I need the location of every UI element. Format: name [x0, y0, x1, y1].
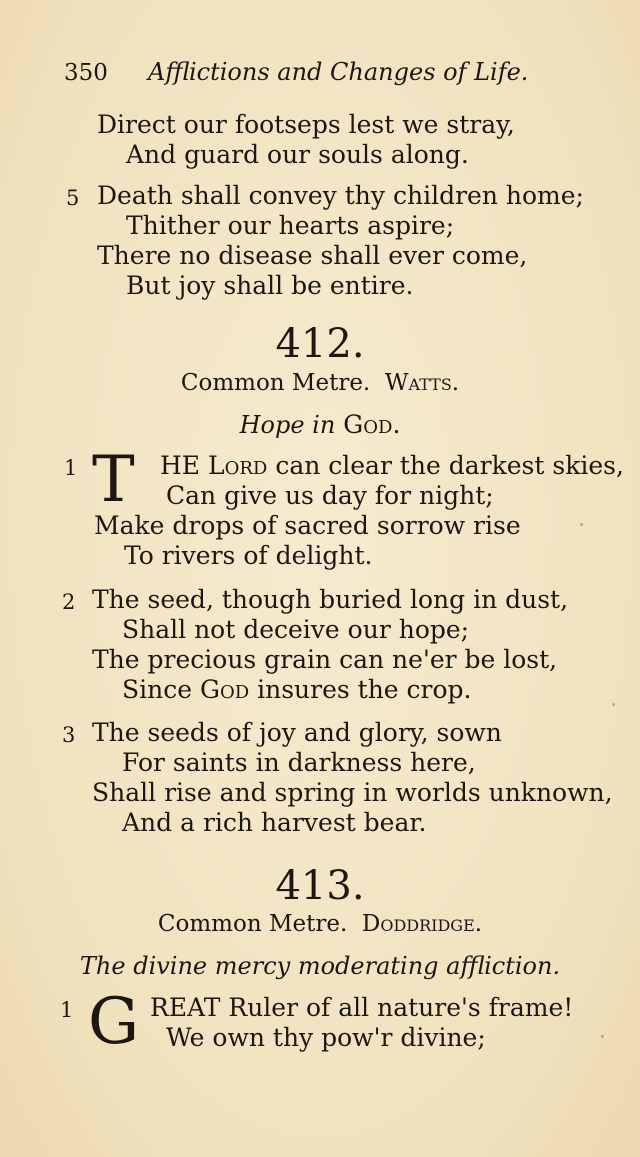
drop-cap: T [92, 443, 135, 517]
verse-line: And a rich harvest bear. [122, 808, 427, 837]
verse-line: Shall not deceive our hope; [122, 615, 470, 644]
verse-line: The seeds of joy and glory, sown [92, 718, 502, 747]
meter: Common Metre. [180, 370, 371, 396]
author: Watts. [384, 370, 460, 396]
verse-line: Thither our hearts aspire; [126, 211, 455, 240]
verse-line: The precious grain can ne'er be lost, [92, 645, 558, 674]
verse-line [122, 675, 472, 705]
hymn-subject: The divine mercy moderating affliction. [79, 952, 561, 980]
hymn-meter-line [0, 368, 640, 398]
stanza-number: 3 [62, 723, 76, 747]
page-number: 350 [64, 60, 108, 86]
verse-line: But joy shall be entire. [126, 271, 414, 300]
verse-text: insures the crop. [257, 675, 472, 704]
paper-speck [580, 523, 583, 526]
author: Doddridge. [361, 911, 483, 937]
meter: Common Metre. [157, 911, 348, 937]
verse-line: Can give us day for night; [166, 481, 494, 510]
verse-text: can clear the darkest skies, [275, 451, 624, 480]
stanza-number: 1 [64, 456, 78, 480]
running-title: Afflictions and Changes of Life. [148, 58, 529, 86]
hymn-number: 413. [275, 863, 365, 909]
verse-line: There no disease shall ever come, [97, 241, 528, 270]
verse-text: Since [122, 675, 193, 704]
carryover-line-2: And guard our souls along. [126, 140, 469, 169]
hymn-subject [0, 410, 640, 440]
verse-line: We own thy pow'r divine; [166, 1023, 486, 1052]
stanza-number: 5 [66, 186, 80, 210]
paper-speck [601, 1035, 604, 1038]
hymn-number: 412. [275, 321, 365, 367]
subject-italic: Hope in [239, 411, 336, 439]
carryover-line-1: Direct our footseps lest we stray, [97, 110, 515, 139]
verse-line [160, 451, 624, 481]
verse-line: For saints in darkness here, [122, 748, 476, 777]
verse-line: REAT Ruler of all nature's frame! [150, 993, 574, 1022]
verse-text: Lord [208, 451, 268, 480]
verse-text: HE [160, 451, 201, 480]
verse-line: Make drops of sacred sorrow rise [94, 511, 521, 540]
stanza-number: 1 [60, 998, 74, 1022]
verse-line: The seed, though buried long in dust, [92, 585, 569, 614]
verse-text: God [199, 675, 250, 704]
stanza-number: 2 [62, 590, 76, 614]
paper-speck [612, 703, 615, 706]
verse-line: Death shall convey thy children home; [97, 181, 584, 210]
drop-cap: G [88, 985, 140, 1059]
verse-line: Shall rise and spring in worlds unknown, [92, 778, 613, 807]
subject-name: God. [343, 410, 401, 439]
verse-line: To rivers of delight. [124, 541, 373, 570]
hymn-meter-line [0, 909, 640, 939]
